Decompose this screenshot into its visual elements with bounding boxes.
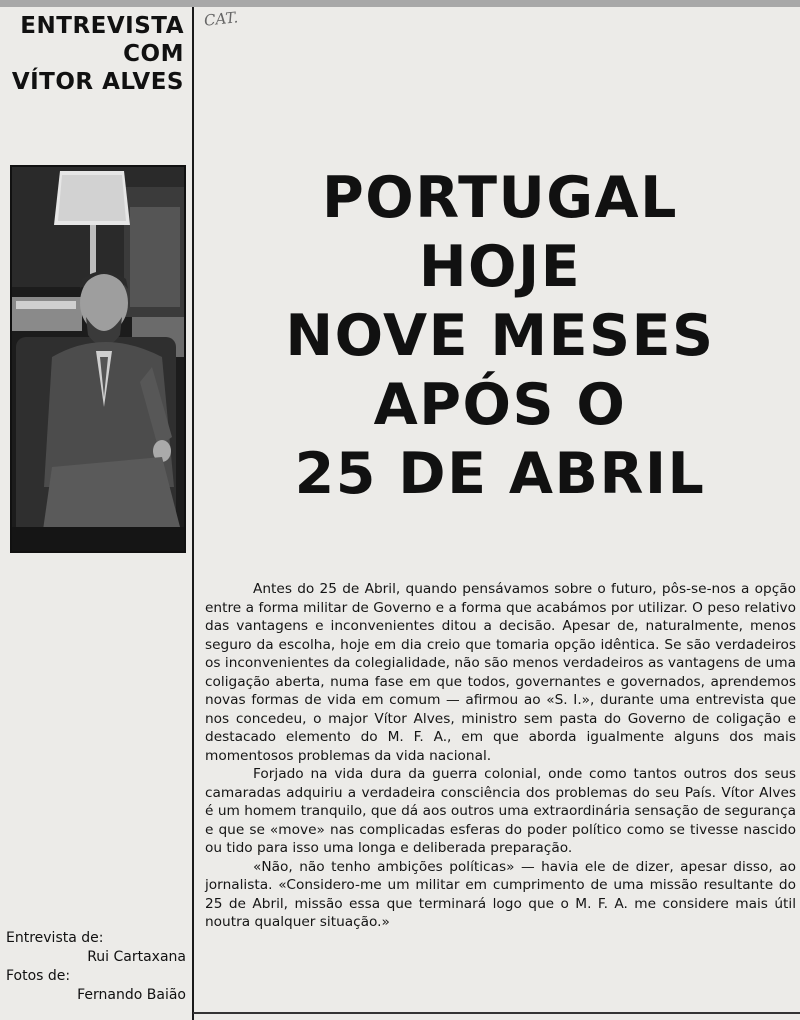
credits [6,929,186,1005]
headline-line: HOJE [418,234,582,300]
headline-line: 25 DE ABRIL [294,441,706,507]
kicker-line: COM [123,41,184,67]
photo-credit-label: Fotos de: [6,968,71,984]
interview-credit-label: Entrevista de: [6,930,104,946]
bottom-rule [193,1012,800,1014]
interview-credit-name: Rui Cartaxana [87,949,186,965]
body-paragraph: Forjado na vida dura da guerra colonial, onde como tantos outros dos seus camaradas adquiriu a verdadeira consciência dos problemas do seu País. Vítor Alves é um homem tranquilo, que dá aos outros uma extraordinária sensação de segurança e que se «move» nas complicadas esferas do poder político como se tivesse nascido ou tido para isso uma longa e deliberada preparação. [205,766,796,856]
headline-line: PORTUGAL [322,165,678,231]
article-body [205,580,796,932]
body-paragraph: Antes do 25 de Abril, quando pensávamos sobre o futuro, pôs-se-nos a opção entre a forma militar de Governo e a forma que acabámos por utilizar. O peso relativo das vantagens e inconvenientes ditou a decisão. Apesar de, naturalmente, menos seguro da escolha, hoje em dia creio que tomaria opção idêntica. Se são verdadeiros os inconvenientes da colegialidade, não são menos verdadeiros as vantagens de uma coligação aberta, numa fase em que todos, governantes e governados, aprendemos novas formas de vida em comum — afirmou ao «S. I.», durante uma entrevista que nos concedeu, o major Vítor Alves, ministro sem pasta do Governo de coligação e destacado elemento do M. F. A., em que aborda igualmente alguns dos mais momentosos problemas da vida nacional. [205,581,796,764]
column-divider [192,7,194,1020]
portrait-photo [10,165,186,553]
headline-line: NOVE MESES [285,303,715,369]
photo-credit-name: Fernando Baião [77,987,186,1003]
headline-line: APÓS O [373,372,627,438]
kicker-line: VÍTOR ALVES [11,69,184,95]
headline [205,164,795,509]
section-kicker [10,12,184,96]
top-border [0,0,800,7]
kicker-line: ENTREVISTA [20,13,184,39]
handwritten-note: CAT. [203,8,239,30]
body-paragraph: «Não, não tenho ambições políticas» — havia ele de dizer, apesar disso, ao jornalista. «Considero-me um militar em cumprimento de uma missão resultante do 25 de Abril, missão essa que terminará logo que o M. F. A. me considere mais útil noutra qualquer situação.» [205,858,796,930]
